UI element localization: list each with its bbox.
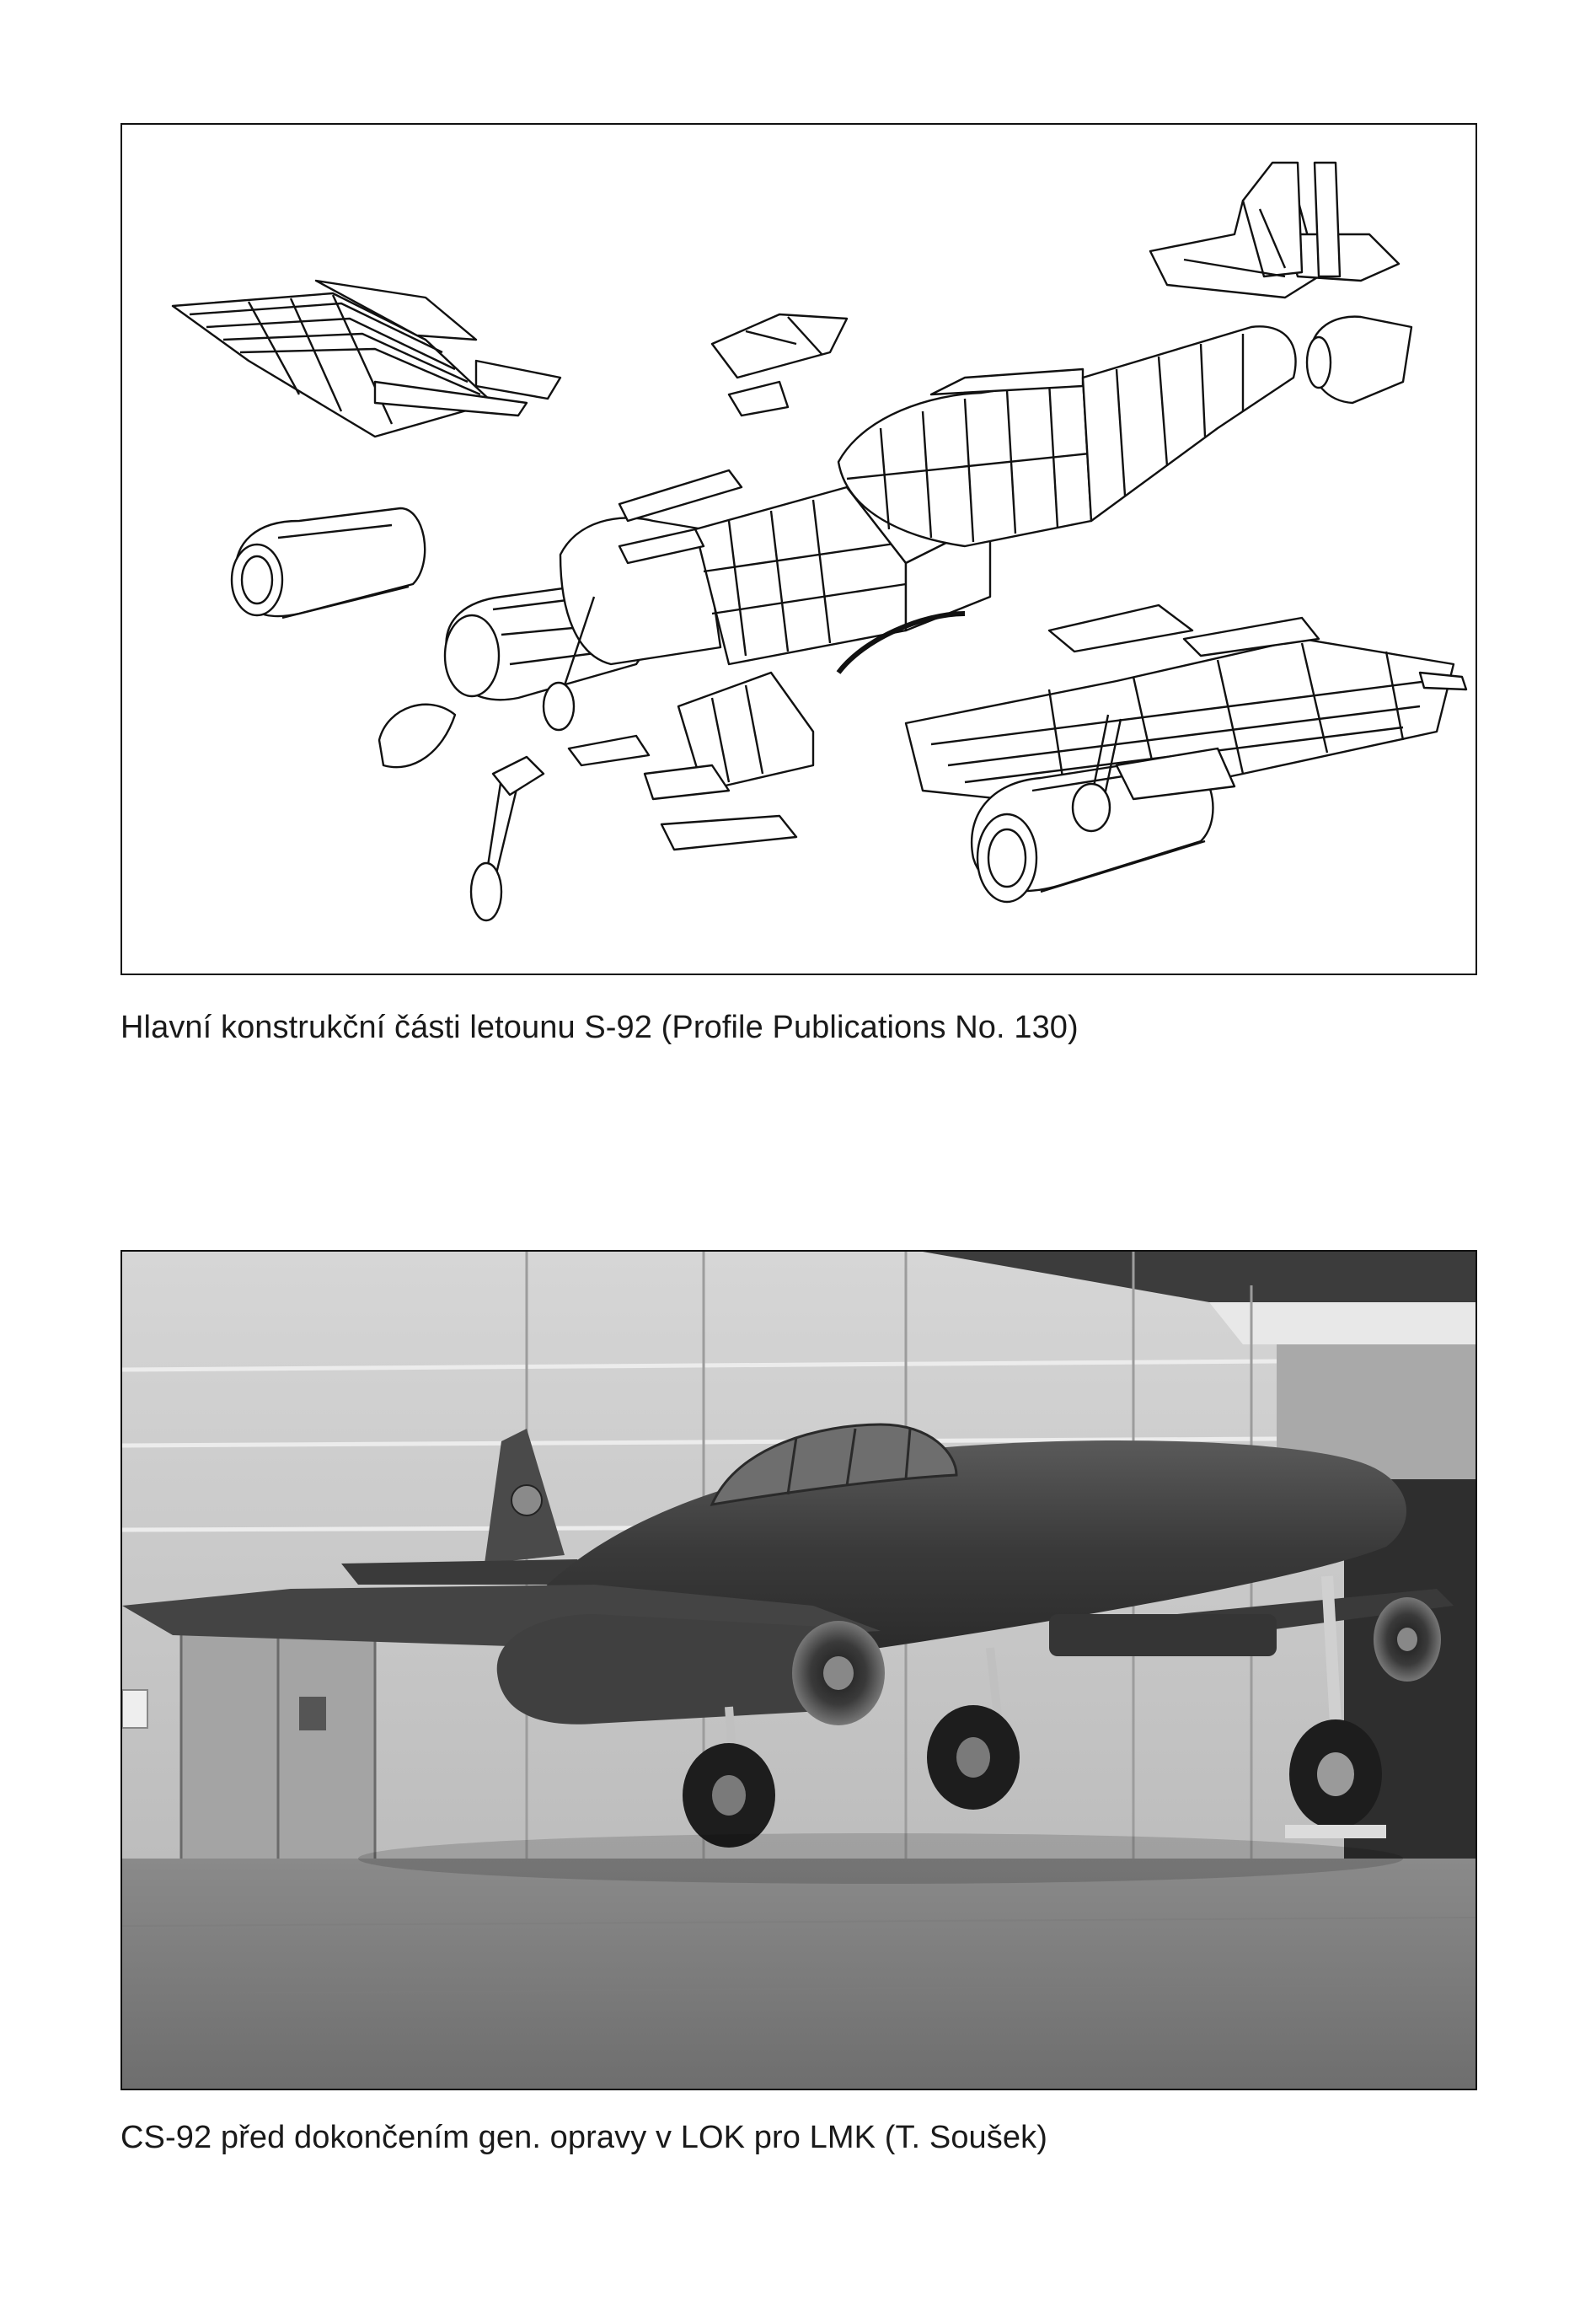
hangar-floor [122, 1859, 1475, 2089]
exploded-drawing-illustration [122, 125, 1475, 974]
hangar-photograph [122, 1252, 1475, 2089]
door-sign [299, 1697, 326, 1730]
tail-cone-drawing [1307, 317, 1411, 403]
nose-cone-drawing [379, 705, 455, 767]
figure-exploded-drawing [121, 123, 1477, 975]
nose-gear-drawing [471, 757, 544, 920]
tail-unit-drawing [1150, 163, 1399, 298]
floor-panel-drawing [661, 816, 796, 850]
fitting-drawing [619, 470, 742, 521]
gear-door-drawing [569, 736, 649, 765]
figure-1-caption: Hlavní konstrukční části letounu S-92 (Profile Publications No. 130) [121, 1010, 1079, 1045]
underbelly-pod [1049, 1614, 1277, 1656]
figure-2-caption: CS-92 před dokončením gen. opravy v LOK pro LMK (T. Soušek) [121, 2120, 1047, 2155]
left-wing-drawing [173, 281, 560, 437]
canopy-drawing [712, 314, 847, 416]
figure-hangar-photo [121, 1250, 1477, 2090]
roundel [511, 1485, 542, 1515]
panel-drawing [645, 765, 729, 799]
rear-fuselage-drawing [1083, 326, 1296, 521]
wall-notice [122, 1690, 147, 1728]
left-engine-drawing [232, 508, 425, 618]
